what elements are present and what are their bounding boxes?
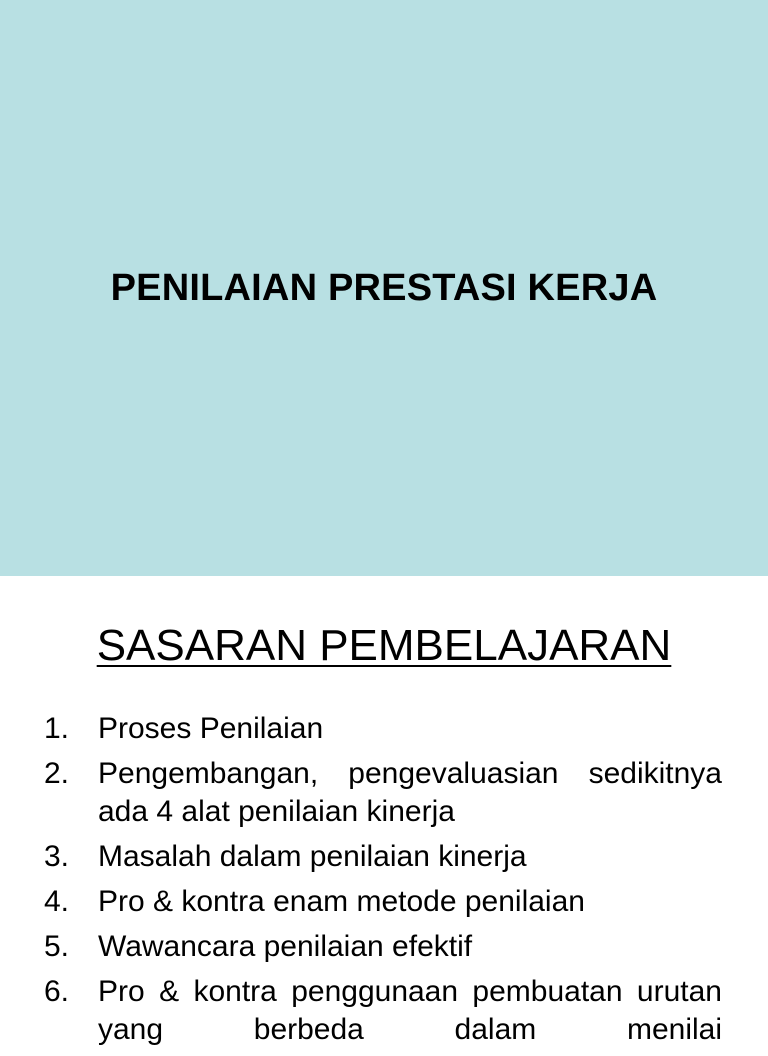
list-item-number: 5. (44, 930, 70, 963)
list-item-text: Wawancara penilaian efektif (98, 930, 473, 963)
list-item-text: Proses Penilaian (98, 712, 324, 745)
objective-list (44, 710, 722, 1056)
list-item-number: 4. (44, 885, 70, 918)
list-item-number: 2. (44, 757, 70, 790)
list-item-number: 6. (44, 975, 70, 1008)
list-item-text: Pro & kontra penggunaan pembuatan urutan yang berbeda dalam menilai (98, 975, 722, 1046)
list-item-number: 3. (44, 840, 70, 873)
list-item-number: 1. (44, 712, 70, 745)
list-item-text: Masalah dalam penilaian kinerja (98, 840, 527, 873)
section-heading (0, 620, 768, 672)
list-item (44, 883, 722, 921)
list-item (44, 973, 722, 1049)
list-item (44, 755, 722, 831)
slide-title: PENILAIAN PRESTASI KERJA (110, 266, 658, 309)
list-item-text: Pro & kontra enam metode penilaian (98, 885, 585, 918)
list-item-text: Pengembangan, pengevaluasian sedikitnya ada 4 alat penilaian kinerja (98, 757, 722, 828)
list-item (44, 928, 722, 966)
list-item (44, 710, 722, 748)
section-heading-text: SASARAN PEMBELAJARAN (96, 621, 672, 670)
content-slide (0, 576, 768, 1046)
list-item (44, 838, 722, 876)
